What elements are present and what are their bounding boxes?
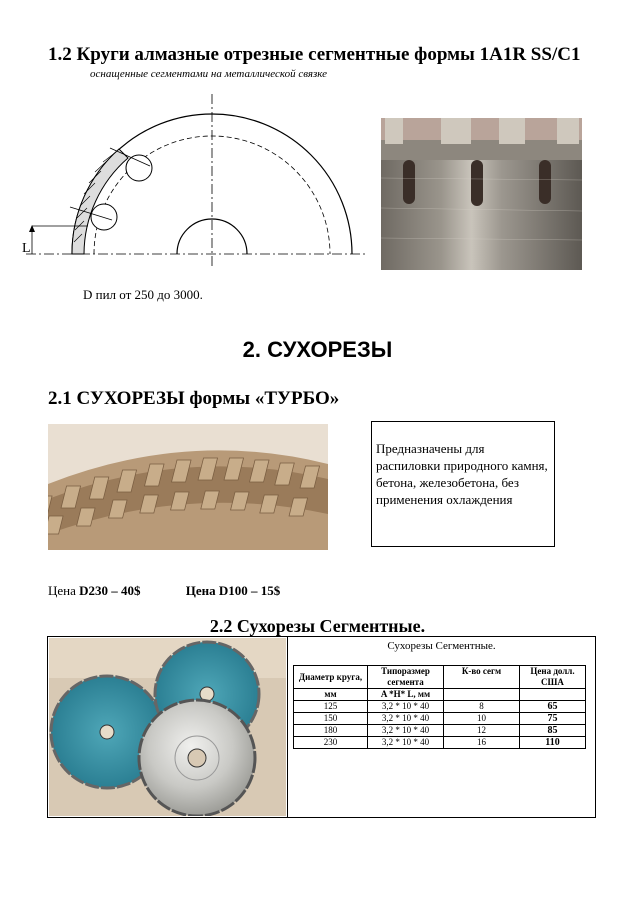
section-1-2-title: 1.2 Круги алмазные отрезные сегментные формы 1А1R SS/C1 bbox=[48, 44, 581, 65]
section-2-1-title: 2.1 СУХОРЕЗЫ формы «ТУРБО» bbox=[48, 388, 340, 409]
subheader-empty bbox=[520, 689, 586, 701]
section-2-heading: 2. СУХОРЕЗЫ bbox=[242, 337, 393, 362]
cell-diameter: 230 bbox=[294, 737, 368, 749]
blade-technical-drawing bbox=[22, 92, 372, 272]
section-1-2-subtitle: оснащенные сегментами на металлической связке bbox=[90, 68, 328, 80]
cell-count: 10 bbox=[444, 713, 520, 725]
cell-price: 75 bbox=[520, 713, 586, 725]
cell-price: 65 bbox=[520, 701, 586, 713]
cell-count: 12 bbox=[444, 725, 520, 737]
turbo-description-box bbox=[371, 421, 555, 547]
turbo-description-text: Предназначены для распиловки природного камня, бетона, железобетона, без применения охлаждения bbox=[376, 441, 548, 507]
price-value-2: Цена D100 – 15$ bbox=[185, 583, 281, 598]
cell-size: 3,2 * 10 * 40 bbox=[368, 713, 444, 725]
frame-divider bbox=[287, 637, 288, 817]
cell-count: 16 bbox=[444, 737, 520, 749]
price-value-1: D230 – 40$ bbox=[79, 583, 141, 598]
table-subheader-row bbox=[294, 689, 586, 701]
header-price: Цена долл. США bbox=[520, 666, 586, 689]
subheader-empty bbox=[444, 689, 520, 701]
price-label-1: Цена bbox=[48, 583, 76, 598]
cell-price: 110 bbox=[520, 737, 586, 749]
segmented-blades-photo bbox=[49, 638, 286, 816]
turbo-blade-photo bbox=[48, 424, 328, 550]
cell-diameter: 180 bbox=[294, 725, 368, 737]
cell-price: 85 bbox=[520, 725, 586, 737]
cell-diameter: 125 bbox=[294, 701, 368, 713]
cell-size: 3,2 * 10 * 40 bbox=[368, 737, 444, 749]
table-caption: Сухорезы Сегментные. bbox=[387, 640, 496, 652]
header-diameter: Диаметр круга, bbox=[294, 666, 368, 689]
diameter-range-note: D пил от 250 до 3000. bbox=[83, 287, 203, 302]
table-row bbox=[294, 701, 586, 713]
cell-diameter: 150 bbox=[294, 713, 368, 725]
dimension-label-l: L bbox=[22, 241, 31, 256]
cell-size: 3,2 * 10 * 40 bbox=[368, 725, 444, 737]
subheader-type-unit: A *H* L, мм bbox=[368, 689, 444, 701]
table-row bbox=[294, 725, 586, 737]
header-type: Типоразмер сегмента bbox=[368, 666, 444, 689]
header-count: К-во сегм bbox=[444, 666, 520, 689]
cell-count: 8 bbox=[444, 701, 520, 713]
cell-size: 3,2 * 10 * 40 bbox=[368, 701, 444, 713]
subheader-diameter-unit: мм bbox=[294, 689, 368, 701]
table-header-row bbox=[294, 666, 586, 689]
table-row bbox=[294, 737, 586, 749]
table-row bbox=[294, 713, 586, 725]
segmented-blade-photo bbox=[381, 118, 582, 270]
turbo-price-row bbox=[48, 583, 280, 599]
segmented-cutters-price-table bbox=[293, 665, 586, 749]
section-2-2-title: 2.2 Сухорезы Сегментные. bbox=[209, 616, 426, 636]
